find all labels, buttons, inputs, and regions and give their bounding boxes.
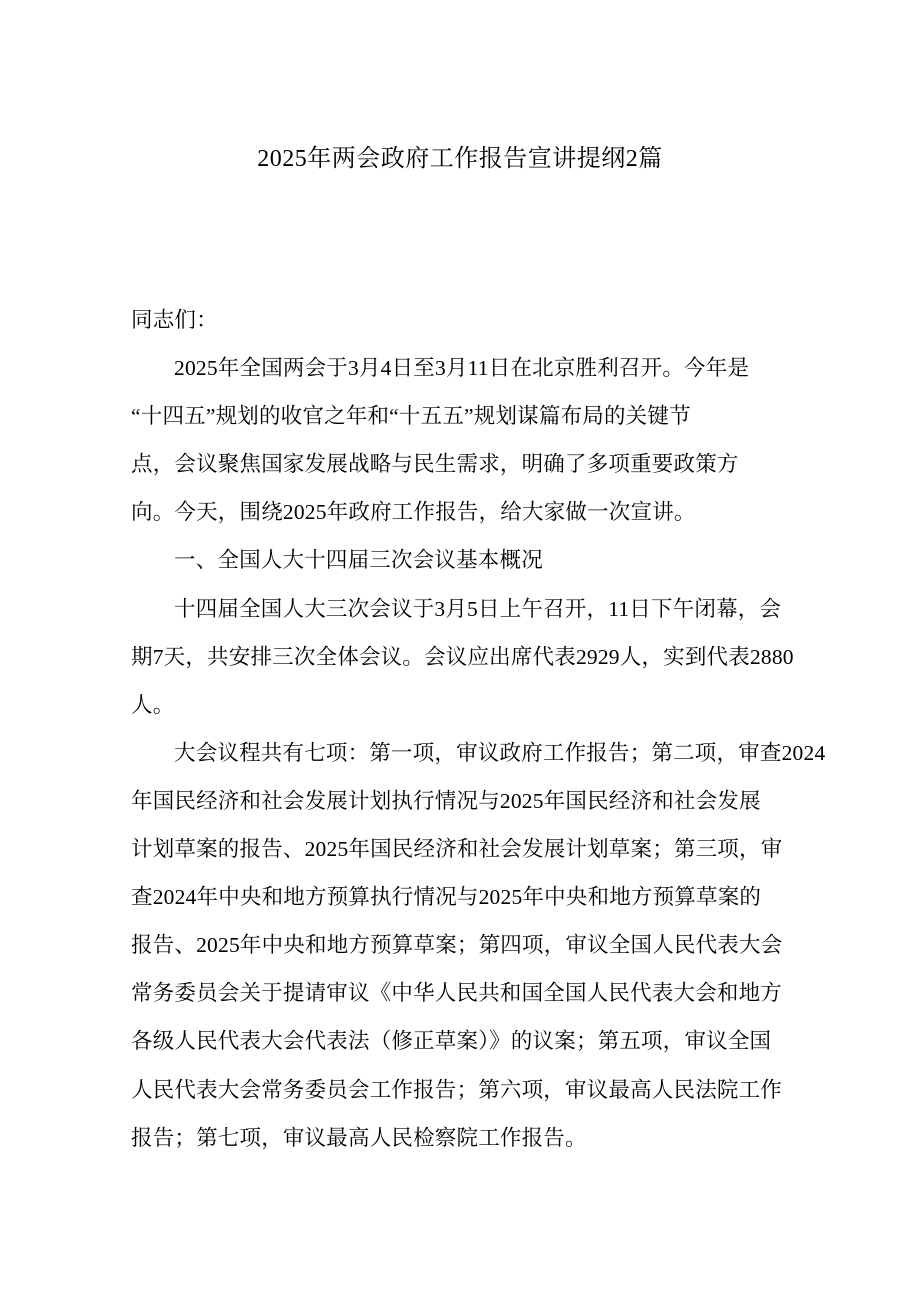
- text-line: 大会议程共有七项：第一项，审议政府工作报告；第二项，审查2024: [174, 740, 826, 765]
- text-line: 人。: [131, 692, 175, 717]
- text-line: 年国民经济和社会发展计划执行情况与2025年国民经济和社会发展: [131, 788, 761, 813]
- text-line: 各级人民代表大会代表法（修正草案）》的议案；第五项，审议全国: [131, 1029, 772, 1054]
- text-line: 期7天，共安排三次全体会议。会议应出席代表2929人，实到代表2880: [131, 644, 794, 669]
- text-line: 报告、2025年中央和地方预算草案；第四项，审议全国人民代表大会: [131, 933, 783, 958]
- text-line: “十四五”规划的收官之年和“十五五”规划谋篇布局的关键节: [131, 404, 691, 429]
- text-line: 同志们：: [131, 308, 218, 332]
- document-body: [131, 309, 851, 1175]
- text-line: 常务委员会关于提请审议《中华人民共和国全国人民代表大会和地方: [131, 981, 783, 1006]
- document-title: 2025年两会政府工作报告宣讲提纲2篇: [257, 146, 663, 172]
- text-line: 点，会议聚焦国家发展战略与民生需求，明确了多项重要政策方: [131, 452, 739, 477]
- text-line: 2025年全国两会于3月4日至3月11日在北京胜利召开。今年是: [174, 356, 750, 381]
- text-line: 报告；第七项，审议最高人民检察院工作报告。: [131, 1125, 587, 1150]
- text-line: 人民代表大会常务委员会工作报告；第六项，审议最高人民法院工作: [131, 1077, 783, 1102]
- text-line: 一、全国人大十四届三次会议基本概况: [174, 548, 543, 573]
- text-line: 计划草案的报告、2025年国民经济和社会发展计划草案；第三项，审: [131, 837, 783, 862]
- text-line: 向。今天，围绕2025年政府工作报告，给大家做一次宣讲。: [131, 500, 696, 525]
- text-line: 查2024年中央和地方预算执行情况与2025年中央和地方预算草案的: [131, 885, 762, 910]
- text-line: 十四届全国人大三次会议于3月5日上午召开，11日下午闭幕，会: [174, 596, 782, 621]
